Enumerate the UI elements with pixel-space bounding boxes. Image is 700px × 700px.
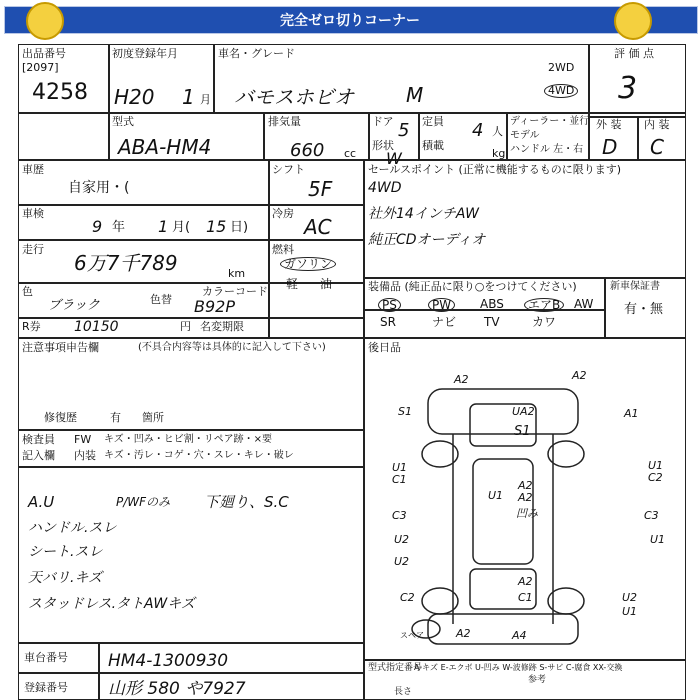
legend-size: 長さ — [394, 687, 413, 697]
sales-label: セールスポイント (正常に機能するものに限ります) — [368, 163, 622, 176]
damage-u1-rear-right: U1 — [622, 605, 638, 618]
rating-ext-label: 外 装 — [596, 118, 622, 131]
equip-aw: AW — [574, 297, 594, 311]
color-replaced-label: 色替 — [150, 293, 172, 306]
dealer-handle-label: ハンドル 左・右 — [510, 144, 584, 155]
registration-month-unit: 月 — [200, 93, 211, 106]
warranty: 有・無 — [624, 302, 664, 317]
damage-c3-right: C3 — [644, 509, 659, 522]
mileage-label: 走行 — [22, 243, 44, 256]
fuel-gasoline: ガソリン — [280, 257, 336, 271]
remark-5: シート.スレ — [28, 544, 103, 560]
damage-dent-note: 凹み — [516, 507, 538, 520]
damage-s1-left: S1 — [398, 405, 412, 418]
front-bumper — [428, 389, 578, 434]
load-unit: kg — [492, 147, 506, 160]
warranty-label: 新車保証書 — [610, 281, 660, 292]
capacity: 4 — [472, 120, 484, 141]
mileage-unit: km — [228, 267, 246, 280]
usage-label: 車歴 — [22, 163, 44, 176]
chassis-label: 車台番号 — [24, 651, 68, 664]
recycle-value: 10150 — [74, 319, 119, 335]
equip-airbag: エアB — [524, 298, 564, 312]
damage-c2-right: C2 — [648, 471, 663, 484]
doors-label: ドア — [372, 115, 394, 128]
remark-7: スタッドレス.タトAWキズ — [28, 596, 195, 612]
rating-int-label: 内 装 — [644, 118, 670, 131]
equip-sr: SR — [380, 315, 396, 329]
chassis: HM4-1300930 — [108, 651, 229, 671]
remark-2: P/WFのみ — [116, 495, 171, 509]
equip-navi: ナビ — [432, 315, 457, 329]
damage-a2-rear: A2 — [518, 575, 533, 588]
drive-2wd: 2WD — [548, 61, 575, 74]
damage-a2-roof-2: A2 — [518, 491, 533, 504]
rear-bumper — [428, 614, 578, 644]
type-code: ABA-HM4 — [118, 135, 212, 159]
registration-label: 初度登録年月 — [112, 47, 178, 60]
registration-era: H20 — [114, 85, 155, 109]
bear-mascot-icon — [26, 2, 64, 40]
legend-sub: 参考 — [528, 675, 547, 685]
equip-tv: TV — [484, 315, 500, 329]
damage-a2-front-right: A2 — [572, 369, 587, 382]
inspector-fw-items: キズ・凹み・ヒビ割・リペア跡・×要 — [104, 434, 272, 445]
color-code-label: カラーコード — [202, 285, 268, 298]
capacity-label: 定員 — [422, 115, 444, 128]
displacement-unit: cc — [344, 147, 357, 160]
damage-a2-roof: A2 — [518, 479, 533, 492]
damage-u2-rear-right: U2 — [622, 591, 638, 604]
notes-label: 注意事項申告欄 — [22, 341, 99, 354]
damage-a4: A4 — [512, 629, 527, 642]
plate: 山形 580 や7927 — [108, 679, 246, 699]
legend-line: A-キズ E-エクボ U-凹み W-波修跡 S-サビ C-腐食 XX-交換 — [414, 663, 623, 672]
plate-label: 登録番号 — [24, 681, 68, 694]
inspection-day-unit: 日) — [230, 220, 249, 235]
rating-score: 3 — [618, 71, 638, 106]
registration-month: 1 — [182, 85, 195, 109]
damage-c1-rear: C1 — [518, 591, 533, 604]
ac: AC — [304, 215, 332, 239]
inspection-day: 15 — [206, 217, 227, 236]
fuel-light: 軽 — [286, 277, 299, 291]
damage-a2-bottom: A2 — [456, 627, 471, 640]
damage-c2-rear-left: C2 — [400, 591, 415, 604]
capacity-unit: 人 — [492, 125, 503, 138]
banner-title: 完全ゼロ切りコーナー — [280, 13, 420, 29]
color: ブラック — [48, 298, 100, 313]
notes-sub: (不具合内容等は具体的に記入して下さい) — [138, 342, 326, 353]
shift: 5F — [308, 177, 333, 201]
recycle-label: R券 — [22, 320, 41, 333]
inspection-year: 9 — [92, 217, 103, 236]
sales-point-2: 社外14インチAW — [368, 206, 479, 222]
equipment-label: 装備品 (純正品に限り○をつけてください) — [368, 280, 577, 293]
inspector-interior: 内装 — [74, 449, 96, 462]
equip-leather: カワ — [532, 315, 557, 329]
legend-top: 型式指定番号 — [368, 663, 423, 673]
damage-ua2: UA2 — [512, 405, 535, 418]
sales-point-1: 4WD — [368, 180, 402, 196]
sales-point-3: 純正CDオーディオ — [368, 232, 486, 248]
damage-s1-center: S1 — [514, 424, 531, 439]
displacement-label: 排気量 — [268, 115, 301, 128]
back-seat-label: 後日品 — [368, 341, 401, 354]
rating-int: C — [650, 135, 664, 159]
equip-pw: PW — [428, 298, 455, 312]
name-change-label: 名変期限 — [200, 320, 244, 333]
inspector-label: 検査員 — [22, 433, 55, 446]
lot-number: 4258 — [32, 80, 88, 105]
lot-small: [2097] — [22, 61, 59, 74]
repair-place: 箇所 — [142, 411, 164, 424]
color-label: 色 — [22, 285, 33, 298]
damage-a2-front-left: A2 — [454, 373, 469, 386]
model-name: バモスホビオ — [234, 85, 354, 109]
inspection-month: 1 — [158, 217, 169, 236]
equip-abs: ABS — [480, 297, 504, 311]
remark-4: ハンドル.スレ — [28, 520, 117, 536]
repair-has: 有 — [110, 411, 121, 424]
damage-u2-left: U2 — [394, 533, 410, 546]
load-label: 積載 — [422, 139, 444, 152]
model-grade: M — [406, 83, 424, 107]
damage-u1-right: U1 — [648, 459, 664, 472]
body-sides — [453, 434, 553, 624]
remark-3: 下廻り、S.C — [204, 493, 289, 511]
rating-label: 評 価 点 — [614, 47, 654, 60]
color-code: B92P — [194, 297, 235, 316]
shape: W — [386, 149, 402, 168]
bear-mascot-icon — [614, 2, 652, 40]
remark-6: 天バリ.キズ — [28, 570, 103, 586]
fuel-label: 燃料 — [272, 243, 294, 256]
model-label: 車名・グレード — [218, 47, 295, 60]
damage-u1-left: U1 — [392, 461, 408, 474]
damage-a1-right: A1 — [624, 407, 639, 420]
fuel-oil: 油 — [320, 277, 333, 291]
damage-u1-right-lower: U1 — [650, 533, 666, 546]
damage-u1-roof: U1 — [488, 489, 504, 502]
recycle-unit: 円 — [180, 320, 191, 333]
repair-label: 修復歴 — [44, 411, 77, 424]
type-code-label: 型式 — [112, 115, 134, 128]
rating-ext: D — [602, 135, 618, 159]
dealer-model-label: モデル — [510, 130, 540, 141]
inspection-label: 車検 — [22, 207, 44, 220]
equip-ps: PS — [378, 298, 401, 312]
ac-label: 冷房 — [272, 207, 294, 220]
remark-1: A.U — [28, 493, 55, 511]
damage-c3-left: C3 — [392, 509, 407, 522]
mileage: 6万7千789 — [74, 251, 178, 275]
inspection-month-unit: 月( — [172, 220, 191, 235]
drive-4wd: 4WD — [544, 84, 578, 98]
lot-label: 出品番号 — [22, 47, 66, 60]
spare-label: スペア — [400, 631, 424, 640]
inspector-int-items: キズ・汚レ・コゲ・穴・スレ・キレ・破レ — [104, 450, 294, 461]
dealer-label: ディーラー・並行 — [510, 116, 590, 127]
usage: 自家用・( — [68, 180, 130, 196]
shape-label: 形状 — [372, 139, 394, 152]
inspection-year-unit: 年 — [112, 220, 126, 235]
inspector-mark: 記入欄 — [22, 449, 55, 462]
shift-label: シフト — [272, 163, 305, 176]
displacement: 660 — [290, 140, 325, 161]
doors: 5 — [398, 120, 410, 141]
inspector-fw: FW — [74, 433, 92, 446]
auction-sheet — [18, 44, 686, 700]
damage-c1-left: C1 — [392, 473, 407, 486]
damage-u2-left-lower: U2 — [394, 555, 410, 568]
